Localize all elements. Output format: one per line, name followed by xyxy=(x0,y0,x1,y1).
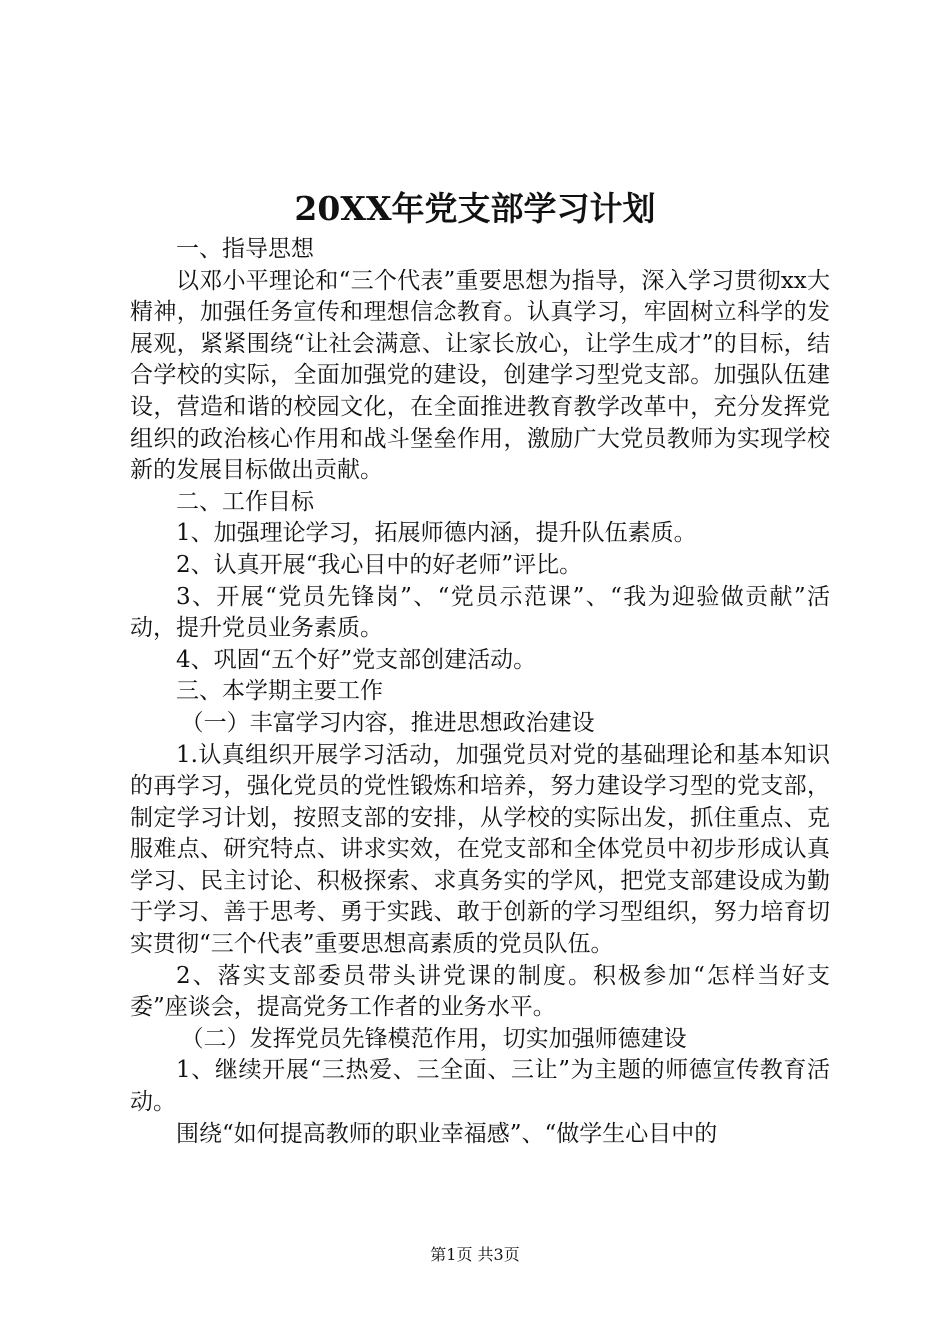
list-item: 4、巩固“五个好”党支部创建活动。 xyxy=(176,646,537,673)
list-item: 1、加强理论学习，拓展师德内涵，提升队伍素质。 xyxy=(176,520,697,547)
subsection-heading: （一）丰富学习内容，推进思想政治建设 xyxy=(180,709,595,736)
paragraph: 以邓小平理论和“三个代表”重要思想为指导，深入学习贯彻xx大精神，加强任务宣传和理想信念教育。认真学习，牢固树立科学的发展观，紧紧围绕“让社会满意、让家长放心，让学生成才”的目标，结合学校的实际，全面加强党的建设，创建学习型党支部。加强队伍建设，营造和谐的校园文化，在全面推进教育教学改革中，充分发挥党组织的政治核心作用和战斗堡垒作用，激励广大党员教师为实现学校新的发展目标做出贡献。 xyxy=(130,267,830,484)
document-title: 20XX年党支部学习计划 xyxy=(294,189,656,228)
paragraph: 1.认真组织开展学习活动，加强党员对党的基础理论和基本知识的再学习，强化党员的党性锻炼和培养，努力建设学习型的党支部，制定学习计划，按照支部的安排，从学校的实际出发，抓住重点、克服难点、研究特点、讲求实效，在党支部和全体党员中初步形成认真学习、民主讨论、积极探索、求真务实的学风，把党支部建设成为勤于学习、善于思考、勇于实践、敢于创新的学习型组织，努力培育切实贯彻“三个代表”重要思想高素质的党员队伍。 xyxy=(130,741,830,958)
list-item: 3、开展“党员先锋岗”、“党员示范课”、“我为迎验做贡献”活动，提升党员业务素质。 xyxy=(130,583,830,642)
page-footer: 第1页 共3页 xyxy=(430,1245,520,1264)
section-heading: 一、指导思想 xyxy=(176,236,314,262)
section-heading: 二、工作目标 xyxy=(176,488,314,515)
list-item: 2、认真开展“我心目中的好老师”评比。 xyxy=(176,551,583,578)
paragraph: 1、继续开展“三热爱、三全面、三让”为主题的师德宣传教育活动。 xyxy=(130,1057,830,1116)
paragraph: 围绕“如何提高教师的职业幸福感”、“做学生心目中的 xyxy=(176,1120,718,1147)
section-heading: 三、本学期主要工作 xyxy=(176,678,383,705)
subsection-heading: （二）发挥党员先锋模范作用，切实加强师德建设 xyxy=(180,1025,687,1052)
document-body xyxy=(130,234,830,1150)
paragraph: 2、落实支部委员带头讲党课的制度。积极参加“怎样当好支委”座谈会，提高党务工作者的业务水平。 xyxy=(130,962,830,1021)
